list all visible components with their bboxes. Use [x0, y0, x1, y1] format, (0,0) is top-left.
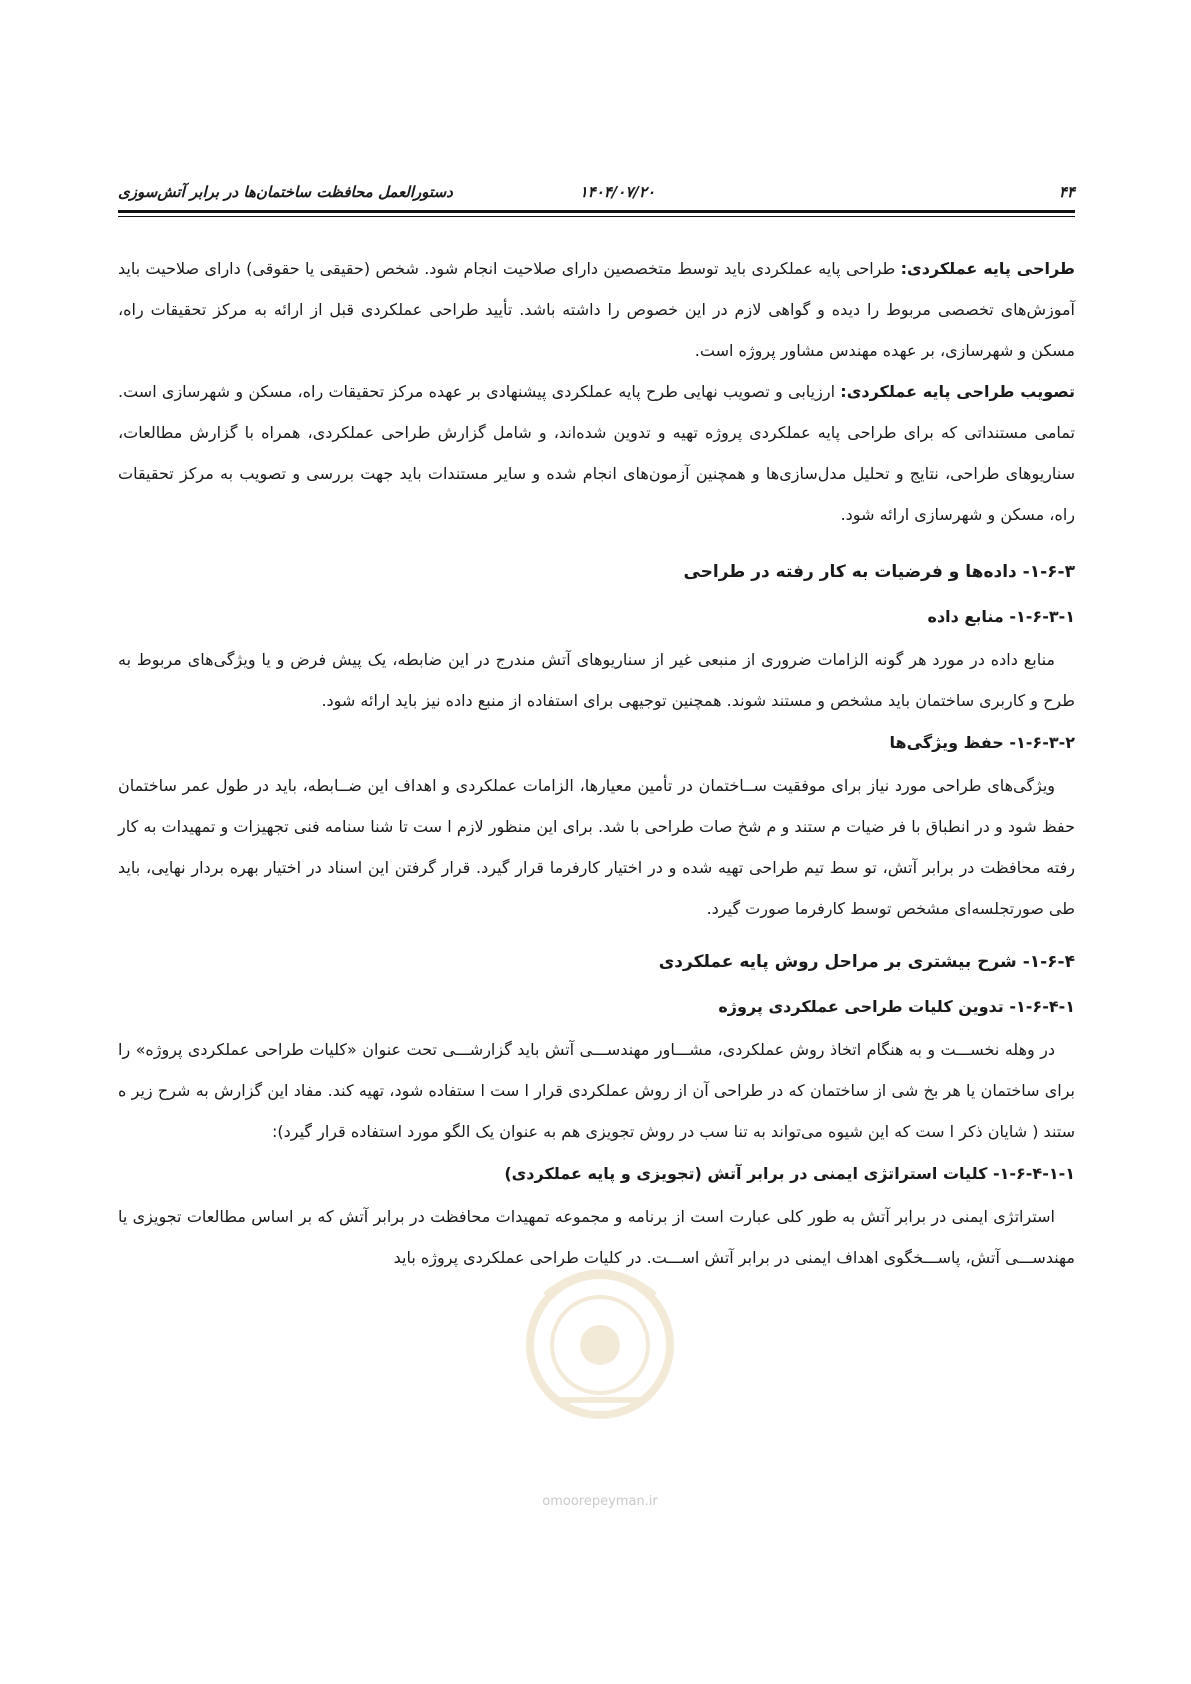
header-rule-thick — [118, 210, 1075, 213]
paragraph-text: ارزیابی و تصویب نهایی طرح پایه عملکردی پیشنهادی بر عهده مرکز تحقیقات راه، مسکن و شهرسازی است. تمامی مستنداتی که برای طراحی پایه عملکردی پروژه تهیه و تدوین شده‌اند، و شامل گزارش طراحی عملکردی، همراه با گزارش مطالعات، سناریوهای طراحی، نتایج و تحلیل مدل‌سازی‌ها و همچنین آزمون‌های انجام شده و سایر مستندات باید جهت بررسی و تصویب به مرکز تحقیقات راه، مسکن و شهرسازی ارائه شود. — [118, 382, 1075, 524]
paragraph-text: طراحی پایه عملکردی باید توسط متخصصین دارای صلاحیت انجام شود. شخص (حقیقی یا حقوقی) دارای صلاحیت باید آموزش‌های تخصصی مربوط را دیده و گواهی لازم در این خصوص را داشته باشد. تأیید طراحی عملکردی قبل از ارائه به مرکز تحقیقات راه، مسکن و شهرسازی، بر عهده مهندس مشاور پروژه است. — [118, 259, 1075, 360]
paragraph-lead: طراحی پایه عملکردی: — [900, 259, 1076, 278]
heading-1-6-4-1: ۱-۶-۴-۱- تدوین کلیات طراحی عملکردی پروژه — [718, 997, 1075, 1016]
heading-1-6-4: ۱-۶-۴- شرح بیشتری بر مراحل روش پایه عملکردی — [658, 952, 1075, 972]
watermark-site-text: omoorepeyman.ir — [542, 1494, 658, 1509]
heading-1-6-3: ۱-۶-۳- داده‌ها و فرضیات به کار رفته در طراحی — [683, 562, 1075, 582]
body-text — [118, 248, 1075, 1278]
paragraph-performance-design — [118, 248, 1075, 371]
heading-1-6-3-2: ۱-۶-۳-۲- حفظ ویژگی‌ها — [889, 733, 1075, 752]
paragraph-performance-approval — [118, 371, 1075, 535]
paragraph-data-sources: منابع داده در مورد هر گونه الزامات ضروری از منبعی غیر از سناریوهای آتش مندرج در این ضابطه، یک پیش فرض و یا ویژگی‌های مربوط به طرح و کاربری ساختمان باید مشخص و مستند شوند. همچنین توجیهی برای استفاده از منبع داده نیز باید ارائه شود. — [118, 650, 1075, 710]
running-header — [118, 178, 1075, 206]
paragraph-lead: تصویب طراحی پایه عملکردی: — [840, 382, 1076, 401]
header-date: ۱۴۰۴/۰۷/۲۰ — [579, 183, 655, 201]
page-number: ۴۴ — [1058, 183, 1075, 201]
paragraph-design-overview: در وهله نخســـت و به هنگام اتخاذ روش عملکردی، مشـــاور مهندســـی آتش باید گزارشـــی تحت عنوان «کلیات طراحی عملکردی پروژه» را برای ساختمان یا هر بخ شی از ساختمان که در طراحی آن از روش عملکردی قرار ا ست ا ستفاده شود، تهیه کند. مفاد این گزارش به شرح زیر ه ستند ( شایان ذکر ا ست که این شیوه می‌تواند به تنا سب در روش تجویزی هم به عنوان یک الگو مورد استفاده قرار گیرد): — [118, 1040, 1075, 1141]
heading-1-6-4-1-1: ۱-۶-۴-۱-۱- کلیات استراتژی ایمنی در برابر آتش (تجویزی و پایه عملکردی) — [504, 1164, 1075, 1183]
paragraph-fire-safety-strategy: استراتژی ایمنی در برابر آتش به طور کلی عبارت است از برنامه و مجموعه تمهیدات محافظت در برابر آتش که بر اساس مطالعات تجویزی یا مهندســـی آتش، پاســـخگوی اهداف ایمنی در برابر آتش اســـت. در کلیات طراحی عملکردی پروژه باید — [118, 1207, 1075, 1267]
header-rule-thin — [118, 216, 1075, 217]
heading-1-6-3-1: ۱-۶-۳-۱- منابع داده — [927, 607, 1075, 626]
header-title: دستورالعمل محافظت ساختمان‌ها در برابر آتش‌سوزی — [118, 183, 453, 201]
paragraph-feature-preservation: ویژگی‌های طراحی مورد نیاز برای موفقیت ســاختمان در تأمین معیارها، الزامات عملکردی و اهداف این ضــابطه، باید در طول عمر ساختمان حفظ شود و در انطباق با فر ضیات م ستند و م شخ صات طراحی با شد. برای این منظور لازم ا ست تا شنا سنامه فنی تجهیزات و تمهیدات به کار رفته محافظت در برابر آتش، تو سط تیم طراحی تهیه شده و در اختیار کارفرما قرار گیرد. قرار گرفتن این اسناد در اختیار بهره بردار نهایی، باید طی صورتجلسه‌ای مشخص توسط کارفرما صورت گیرد. — [118, 776, 1075, 918]
